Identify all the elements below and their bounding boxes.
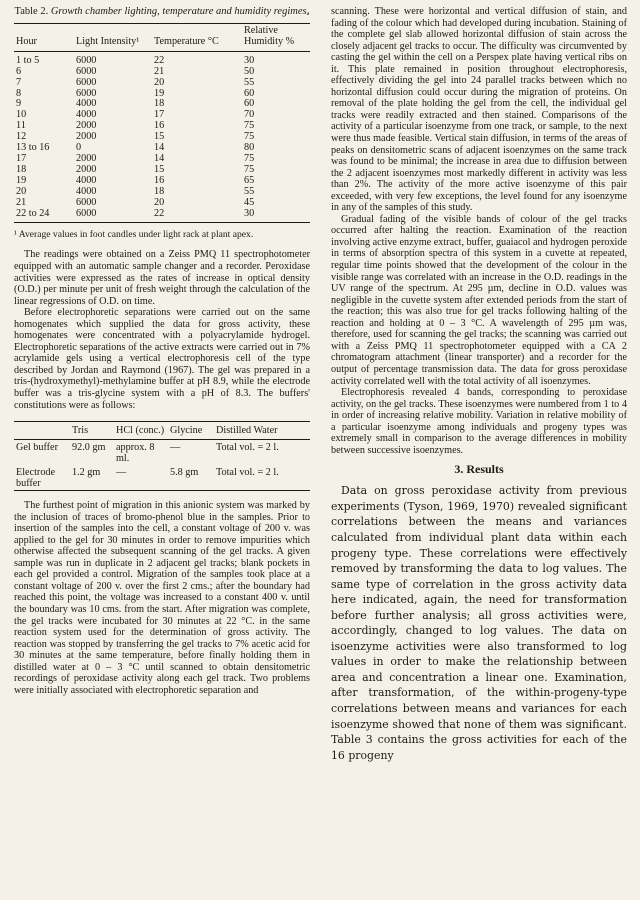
table-row <box>14 440 310 466</box>
table-row <box>14 67 310 78</box>
table2-caption <box>14 6 310 18</box>
table-row <box>14 465 310 491</box>
cell-light: 6000 <box>76 76 97 88</box>
cell-light: 2000 <box>76 131 97 143</box>
cell-hour: 21 <box>16 196 27 208</box>
cell-light: 4000 <box>76 185 97 197</box>
table-row <box>14 78 310 89</box>
header-hour: Hour <box>16 35 37 47</box>
cell-hour: 12 <box>16 131 27 143</box>
cell-light: 6000 <box>76 54 97 66</box>
cell-hour: 13 to 16 <box>16 142 50 154</box>
cell-temperature: 14 <box>154 152 165 164</box>
cell-temperature: 21 <box>154 65 165 77</box>
cell-temperature: 16 <box>154 174 165 186</box>
table-header-row <box>14 422 310 440</box>
cell-humidity: 80 <box>244 142 255 154</box>
table-row <box>14 187 310 198</box>
cell-light: 4000 <box>76 174 97 186</box>
cell-humidity: 65 <box>244 174 255 186</box>
cell-hour: 7 <box>16 76 22 88</box>
right-column <box>331 6 627 763</box>
buffer-cell: Gel buffer <box>16 442 58 454</box>
table2-caption-title: Growth chamber lighting, temperature and humidity regimes <box>50 6 307 17</box>
buffer-cell: Electrode buffer <box>16 467 56 490</box>
header-humidity: Relative Humidity % <box>244 25 295 47</box>
cell-hour: 11 <box>16 120 26 132</box>
body-paragraph: Electrophoresis revealed 4 bands, corresponding to peroxidase activity, on the gel tracks. These isoenzymes were numbered from 1 to 4 in order of increasing relative mobility. Variation in relative mobility of a particular isoenzyme among individuals and progeny types was extremely small in comparison to the average differences in mobility between successive isoenzymes. <box>331 387 627 456</box>
buffer-cell: 92.0 gm <box>72 442 106 454</box>
header-light: Light Intensity¹ <box>76 35 140 47</box>
buffer-header <box>14 422 70 440</box>
cell-hour: 8 <box>16 87 22 99</box>
buffer-header: Tris <box>72 425 89 437</box>
cell-hour: 10 <box>16 109 27 121</box>
table2-caption-prefix: Table 2. <box>14 6 49 17</box>
cell-humidity: 30 <box>244 54 255 66</box>
cell-light: 2000 <box>76 152 97 164</box>
buffer-cell: Total vol. = 2 l. <box>216 467 279 479</box>
cell-light: 2000 <box>76 120 97 132</box>
growth-chamber-table <box>14 23 310 223</box>
cell-hour: 22 to 24 <box>16 207 50 219</box>
body-paragraph: Gradual fading of the visible bands of colour of the gel tracks occurred after halting the reaction. Examination of the reaction involving active enzyme extract, buffer, guaiacol and hydrogen peroxide in terms of absorption spectra of this system in a cuvette at repeated, regular time points showed that the development of the colour in the visible range was correlated with an increase in the O.D. readings in the UV range of the spectrum. At 295 µm, decline in O.D. values was negligible in the cuvette system after extended periods from the start of the reaction; this was also true for gel tracks following halting of the reaction and holding at 0 – 3 °C. A wavelength of 295 µm was, therefore, used for scanning the gel tracks; the scanning was carried out with a Zeiss PMQ 11 spectrophotometer equipped with a CA 2 chromatogram attachment (linear transporter) and a recorder for the output of percentage transmission data. The data for gross peroxidase activity correlated well with the total activity of all isoenzymes. <box>331 213 627 387</box>
body-paragraph: scanning. These were horizontal and vertical diffusion of stain, and fading of the colour which had developed during incubation. Staining of the complete gel slab allowed horizontal diffusion of stain across the closely adjacent gel tracks to occur. The difficulty was circumvented by casting the gel within the cell on a Perspex plate having vertical ribs on it. This plate remained in position throughout electrophoresis, effectively dividing the gel into 24 parallel tracks between which no horizontal diffusion could occur during the migration of proteins. On removal of the plate holding the gel from the cell, the individual gel tracks were readily extracted and then stained. Comparisons of the activity of a particular isoenzyme from one track, or sample, to the next were thus made feasible. Vertical stain diffusion, in terms of the areas of peaks on densitometric scans of adjacent isoenzymes on the same track was found to be minimal; the increase in area due to diffusion between the 2 adjacent isoenzymes most markedly different in activity was less than 2%. The activity of the more active isoenzyme of this pair exceeded, with very few exceptions, the level found for any isoenzyme in any of the samples of this study. <box>331 6 627 214</box>
section-heading: 3. Results <box>454 462 504 477</box>
cell-hour: 19 <box>16 174 27 186</box>
cell-light: 0 <box>76 142 82 154</box>
cell-humidity: 60 <box>244 87 255 99</box>
cell-hour: 9 <box>16 98 22 110</box>
buffer-header: HCl (conc.) <box>116 425 165 437</box>
cell-temperature: 18 <box>154 98 165 110</box>
cell-temperature: 22 <box>154 54 165 66</box>
cell-temperature: 15 <box>154 131 165 143</box>
cell-temperature: 17 <box>154 109 165 121</box>
table-body <box>14 51 310 223</box>
cell-temperature: 19 <box>154 87 165 99</box>
buffer-table <box>14 421 310 491</box>
buffer-cell: Total vol. = 2 l. <box>216 442 279 454</box>
buffer-cell: 5.8 gm <box>170 467 199 479</box>
buffer-cell: 1.2 gm <box>72 467 101 479</box>
cell-light: 6000 <box>76 65 97 77</box>
cell-humidity: 75 <box>244 131 255 143</box>
cell-hour: 17 <box>16 152 27 164</box>
cell-temperature: 18 <box>154 185 165 197</box>
table2-caption-suffix: ₐ <box>306 6 310 17</box>
cell-light: 6000 <box>76 207 97 219</box>
cell-light: 6000 <box>76 87 97 99</box>
table-row <box>14 198 310 209</box>
buffer-cell: — <box>116 467 127 479</box>
cell-humidity: 50 <box>244 65 255 77</box>
cell-temperature: 16 <box>154 120 165 132</box>
cell-humidity: 55 <box>244 76 255 88</box>
buffer-cell: approx. 8 ml. <box>116 442 155 465</box>
cell-humidity: 70 <box>244 109 255 121</box>
body-paragraph: Before electrophoretic separations were carried out on the same homogenates which supplied the data for gross activity, these homogenates were concentrated with a polyacrylamide hydrogel. Electrophoretic separations of the active extracts were carried out in 7% acrylamide gels using a vertical electrophoresis cell of the type described by Jordan and Raymond (1967). The gel was prepared in a tris-(hydroxymethyl)-methylamine buffer at pH 8.9, while the electrode buffer was a tris-glycine system with a pH of 8.3. The buffers' constitutions were as follows: <box>14 307 310 411</box>
cell-humidity: 55 <box>244 185 255 197</box>
cell-temperature: 20 <box>154 76 165 88</box>
cell-light: 4000 <box>76 98 97 110</box>
buffer-header: Distilled Water <box>216 425 278 437</box>
table-row <box>14 209 310 223</box>
cell-humidity: 75 <box>244 163 255 175</box>
body-paragraph: The furthest point of migration in this anionic system was marked by the inclusion of traces of bromo-phenol blue in the samples. Prior to insertion of the samples into the cell, a constant voltage of 200 v. was applied to the gel for 30 minutes in order to remove impurities which otherwise affected the subsequent scanning of the gel tracks. A given sample was run in duplicate in 2 adjacent gel tracks; blank pockets in each gel provided a control. Migration of the samples took place at a constant voltage of 200 v. over the first 2 cms.; after the boundary had reached this point, the voltage was increased to a constant 400 v. until the boundary was 10 cms. from the start. After migration was complete, the gel tracks were incubated for 30 minutes at 22 °C. in the same reaction system used for the determination of gross activity. The reaction was stopped by transferring the gel tracks to 7% acetic acid for 30 minutes at the same temperature, before finally holding them in distilled water at 0 – 3 °C until scanned to obtain densitometric recordings of peroxidase activity along each gel track. Two problems were initially associated with electrophoretic separation and <box>14 500 310 696</box>
cell-temperature: 20 <box>154 196 165 208</box>
left-column <box>14 6 310 696</box>
cell-humidity: 75 <box>244 120 255 132</box>
cell-hour: 20 <box>16 185 27 197</box>
cell-light: 2000 <box>76 163 97 175</box>
results-paragraph: Data on gross peroxidase activity from previous experiments (Tyson, 1969, 1970) revealed significant correlations between the means and variances calculated from individual plant data within each progeny type. These correlations were effectively removed by transforming the data to log values. The same type of correlation in the gross activity data here indicated, again, the need for transformation before further analysis; all gross activities were, accordingly, changed to log values. The data on isoenzyme activities were also transformed to log values in order to make the relationship between area and concentration a linear one. Examination, after transformation, of the within-progeny-type correlations between means and variances for each isoenzyme showed that none of them was significant. Table 3 contains the gross activities for each of the 16 progeny <box>331 484 627 762</box>
table-header-row <box>14 24 310 52</box>
cell-humidity: 30 <box>244 207 255 219</box>
cell-humidity: 75 <box>244 152 255 164</box>
table2-footnote: ¹ Average values in foot candles under light rack at plant apex. <box>14 229 254 241</box>
cell-humidity: 45 <box>244 196 255 208</box>
header-temperature: Temperature °C <box>154 35 219 47</box>
cell-hour: 18 <box>16 163 27 175</box>
cell-temperature: 22 <box>154 207 165 219</box>
body-paragraph: The readings were obtained on a Zeiss PMQ 11 spectrophotometer equipped with an automatic sample changer and a recorder. Peroxidase activities were expressed as the rates of increase in optical density (O.D.) per minute per unit of fresh weight through the calculation of the linear regressions of O.D. on time. <box>14 249 310 307</box>
cell-light: 4000 <box>76 109 97 121</box>
table-row <box>14 51 310 66</box>
buffer-header: Glycine <box>170 425 203 437</box>
cell-temperature: 14 <box>154 142 165 154</box>
cell-humidity: 60 <box>244 98 255 110</box>
buffer-cell: — <box>170 442 181 454</box>
cell-hour: 1 to 5 <box>16 54 40 66</box>
table-body <box>14 440 310 491</box>
cell-light: 6000 <box>76 196 97 208</box>
cell-temperature: 15 <box>154 163 165 175</box>
cell-hour: 6 <box>16 65 22 77</box>
